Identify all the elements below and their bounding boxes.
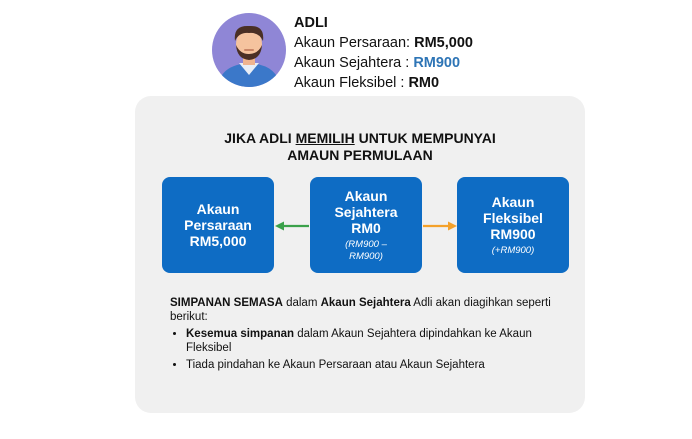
bullet2-text: Tiada pindahan ke Akaun Persaraan atau Akaun Sejahtera (186, 359, 485, 371)
box-akaun-persaraan (162, 177, 274, 273)
heading-post: UNTUK MEMPUNYAI (354, 130, 496, 146)
heading-line2: AMAUN PERMULAAN (287, 147, 433, 163)
person-summary (294, 13, 473, 93)
persaraan-box-line2: Persaraan (184, 217, 252, 233)
list-item (186, 327, 570, 355)
intro-bold-akaun: Akaun Sejahtera (320, 297, 411, 309)
box-akaun-fleksibel (457, 177, 569, 273)
sejahtera-label: Akaun Sejahtera : (294, 55, 414, 71)
person-name: ADLI (294, 15, 328, 31)
persaraan-label: Akaun Persaraan: (294, 35, 415, 51)
sejahtera-box-amount: RM0 (351, 219, 381, 236)
scenario-heading (135, 130, 585, 164)
persaraan-box-line1: Akaun (196, 201, 240, 217)
sejahtera-note-line1: (RM900 – (345, 238, 387, 250)
fleksibel-value: RM0 (408, 75, 440, 91)
fleksibel-box-line2: Fleksibel (483, 209, 543, 226)
heading-pre: JIKA ADLI (224, 130, 296, 146)
intro-text2: Adli akan diagihkan seperti berikut: (170, 297, 551, 323)
fleksibel-box-line1: Akaun (491, 193, 535, 210)
sejahtera-box-line1: Akaun (344, 187, 388, 204)
sejahtera-box-line2: Sejahtera (334, 203, 398, 220)
fleksibel-label: Akaun Fleksibel : (294, 75, 409, 91)
intro-bold-simpanan: SIMPANAN SEMASA (170, 297, 283, 309)
intro-text1: dalam (282, 297, 321, 309)
fleksibel-box-amount: RM900 (490, 225, 536, 242)
description-intro (170, 296, 570, 324)
heading-emph: MEMILIH (295, 130, 355, 146)
person-avatar-icon (212, 13, 286, 87)
sejahtera-note-line2: RM900) (349, 250, 383, 262)
box-akaun-sejahtera (310, 177, 422, 273)
persaraan-value: RM5,000 (414, 35, 473, 51)
persaraan-box-amount: RM5,000 (189, 233, 247, 249)
fleksibel-box-note: (+RM900) (491, 244, 535, 256)
distribution-description (170, 296, 570, 375)
bullet1-text: dalam Akaun Sejahtera dipindahkan ke Akaun Fleksibel (186, 328, 532, 354)
description-list (170, 327, 570, 372)
list-item (186, 358, 570, 372)
fleksibel-balance (294, 73, 473, 93)
bullet1-bold: Kesemua simpanan (186, 328, 295, 340)
sejahtera-value: RM900 (413, 55, 461, 71)
sejahtera-balance (294, 53, 473, 73)
persaraan-balance (294, 33, 473, 53)
sejahtera-box-note (345, 239, 387, 263)
